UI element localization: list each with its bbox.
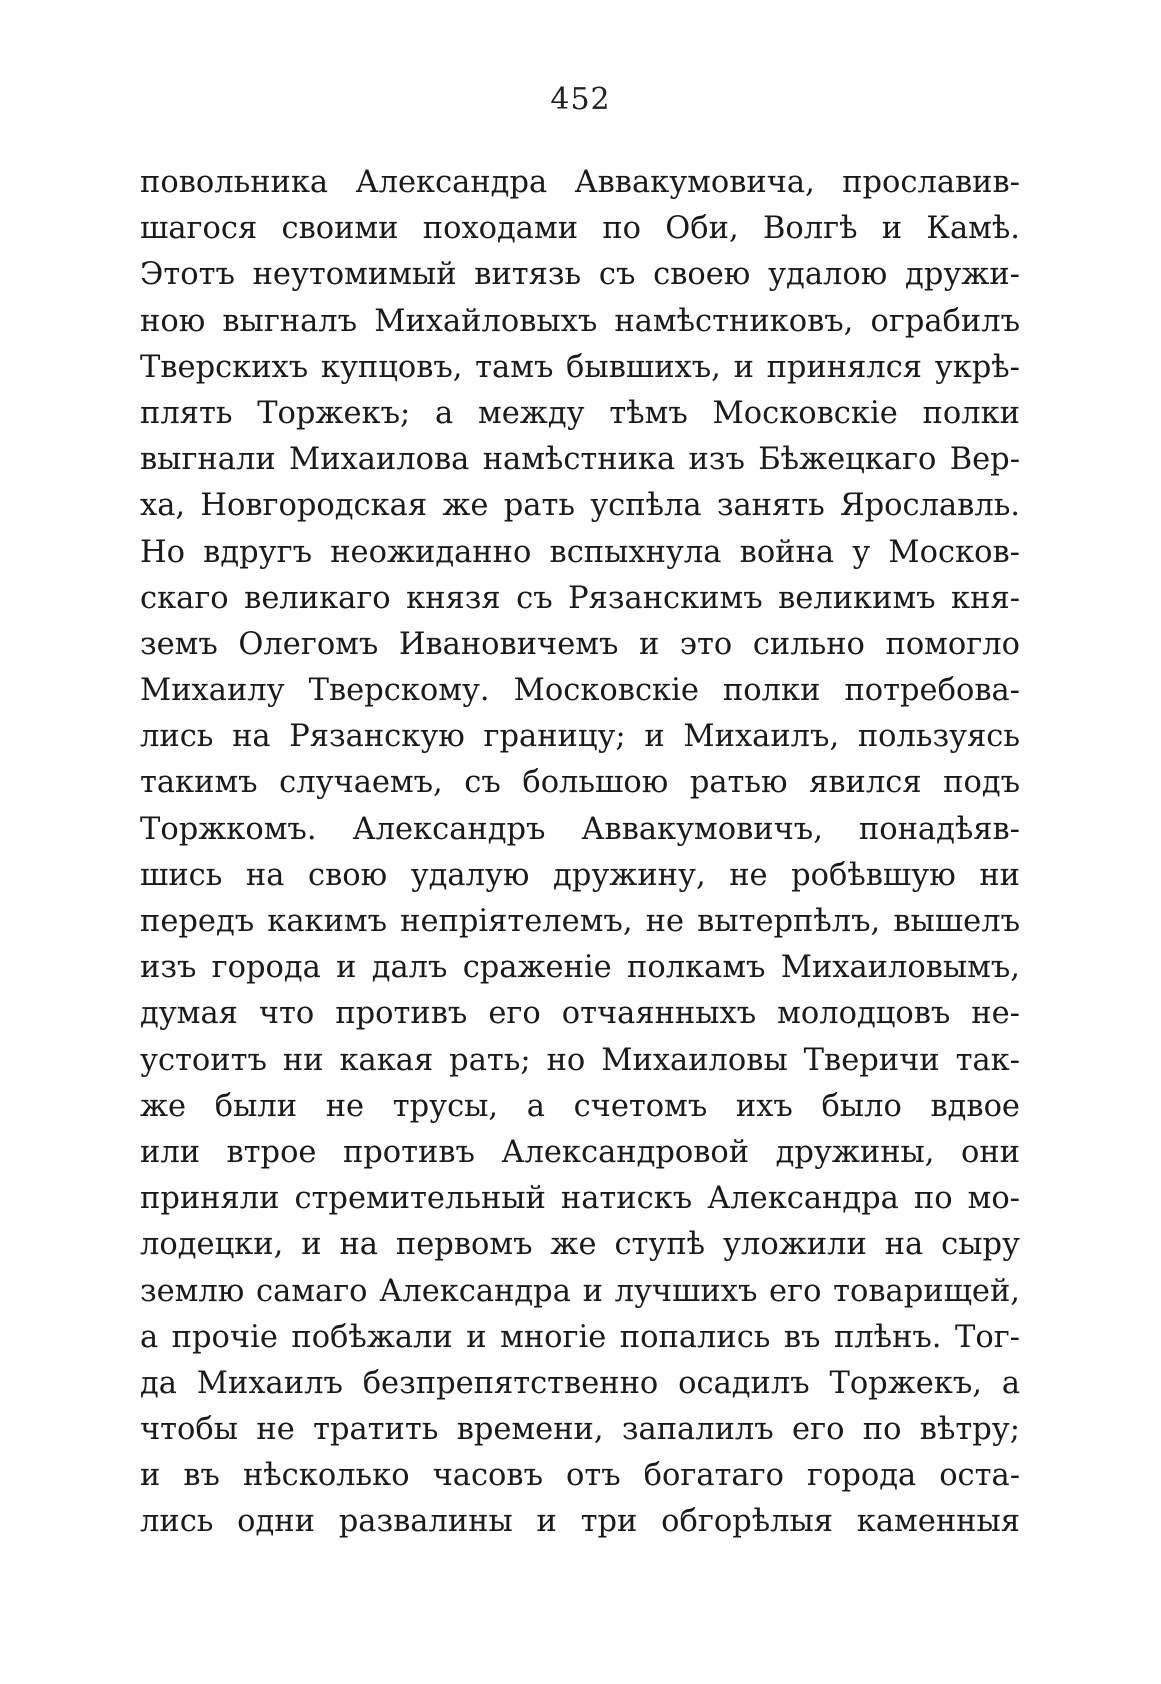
- text-line: или втрое противъ Александровой дружины, они: [140, 1134, 1020, 1170]
- text-line: плять Торжекъ; а между тѣмъ Московскіе полки: [140, 395, 1020, 431]
- text-line: Торжкомъ. Александръ Аввакумовичъ, понадѣяв-: [140, 811, 1020, 847]
- text-line: Михаилу Тверскому. Московскіе полки потребова-: [140, 673, 1020, 709]
- text-line: лись одни развалины и три обгорѣлыя каменныя: [140, 1504, 1020, 1540]
- text-line: выгнали Михаилова намѣстника изъ Бѣжецкаго Вер-: [140, 442, 1020, 478]
- text-line: передъ какимъ непріятелемъ, не вытерпѣлъ, вышелъ: [140, 904, 1020, 939]
- text-line: Тверскихъ купцовъ, тамъ бывшихъ, и принялся укрѣ-: [140, 349, 1020, 385]
- text-line: шагося своими походами по Оби, Волгѣ и Камѣ.: [140, 211, 1020, 247]
- text-line: повольника Александра Аввакумовича, прославив-: [140, 165, 1020, 200]
- text-line: такимъ случаемъ, съ большою ратью явился подъ: [140, 765, 1020, 801]
- text-line: да Михаилъ безпрепятственно осадилъ Торжекъ, а: [140, 1365, 1020, 1401]
- text-line: земъ Олегомъ Ивановичемъ и это сильно помогло: [140, 626, 1020, 662]
- page-number: 452: [550, 82, 611, 117]
- text-line: скаго великаго князя съ Рязанскимъ великимъ кня-: [140, 580, 1020, 616]
- text-line: устоитъ ни какая рать; но Михаиловы Тверичи так-: [140, 1042, 1020, 1078]
- text-line: а прочіе побѣжали и многіе попались въ плѣнъ. Тог-: [140, 1319, 1020, 1355]
- text-line: ною выгналъ Михайловыхъ намѣстниковъ, ограбилъ: [140, 303, 1020, 339]
- body-text: [140, 160, 1020, 1546]
- text-line: Этотъ неутомимый витязь съ своею удалою дружи-: [140, 257, 1020, 293]
- text-line: Но вдругъ неожиданно вспыхнула война у Москов-: [140, 534, 1020, 570]
- text-line: изъ города и далъ сраженіе полкамъ Михаиловымъ,: [140, 950, 1020, 986]
- text-line: ха, Новгородская же рать успѣла занять Ярославль.: [140, 488, 1020, 524]
- text-line: думая что противъ его отчаянныхъ молодцовъ не-: [140, 996, 1020, 1032]
- text-line: чтобы не тратить времени, запалилъ его по вѣтру;: [140, 1412, 1020, 1448]
- text-line: землю самаго Александра и лучшихъ его товарищей,: [140, 1273, 1020, 1309]
- text-line: и въ нѣсколько часовъ отъ богатаго города оста-: [140, 1458, 1020, 1494]
- text-line: приняли стремительный натискъ Александра по мо-: [140, 1181, 1020, 1217]
- text-line: шись на свою удалую дружину, не робѣвшую ни: [140, 857, 1020, 893]
- text-line: же были не трусы, а счетомъ ихъ было вдвое: [140, 1088, 1020, 1124]
- text-line: лись на Рязанскую границу; и Михаилъ, пользуясь: [140, 719, 1020, 755]
- text-line: лодецки, и на первомъ же ступѣ уложили на сыру: [140, 1227, 1020, 1263]
